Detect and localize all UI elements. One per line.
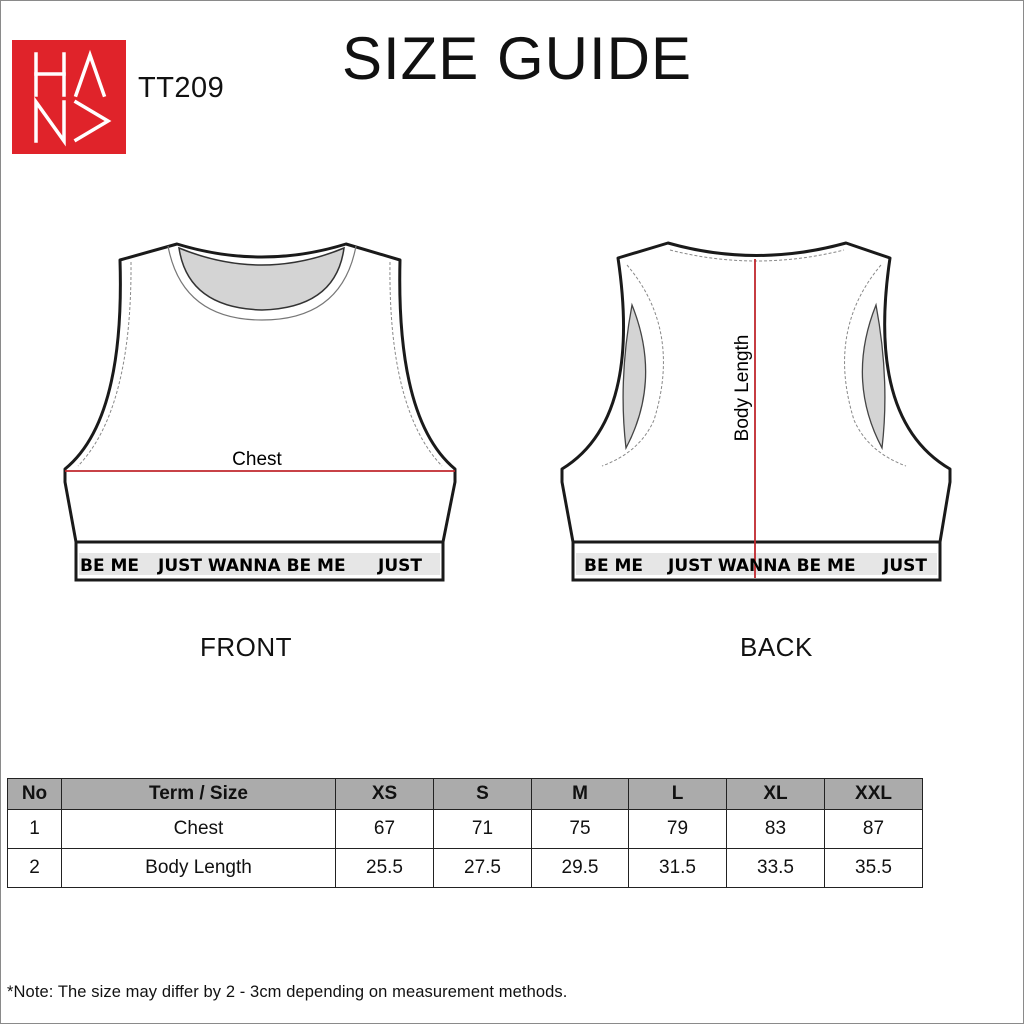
table-cell: 87 xyxy=(825,810,923,849)
table-cell: 75 xyxy=(532,810,629,849)
table-cell: 71 xyxy=(434,810,532,849)
header-cell: Term / Size xyxy=(62,779,336,810)
svg-text:BE ME: BE ME xyxy=(584,556,644,576)
header-cell: XS xyxy=(336,779,434,810)
svg-text:BE ME: BE ME xyxy=(80,556,140,576)
table-cell: 33.5 xyxy=(727,849,825,888)
measurement-note: *Note: The size may differ by 2 - 3cm depending on measurement methods. xyxy=(7,983,568,1001)
svg-text:JUST: JUST xyxy=(378,556,422,576)
svg-text:JUST: JUST xyxy=(883,556,927,576)
header-cell: S xyxy=(434,779,532,810)
table-cell: 1 xyxy=(8,810,62,849)
table-cell: 79 xyxy=(629,810,727,849)
header-cell: L xyxy=(629,779,727,810)
front-view-label: FRONT xyxy=(200,632,293,662)
svg-text:JUST WANNA BE ME: JUST WANNA BE ME xyxy=(158,556,346,576)
table-cell: 83 xyxy=(727,810,825,849)
svg-text:JUST WANNA BE ME: JUST WANNA BE ME xyxy=(668,556,856,576)
size-table xyxy=(7,778,923,888)
model-code: TT209 xyxy=(138,72,225,104)
table-cell: 27.5 xyxy=(434,849,532,888)
table-row xyxy=(8,849,923,888)
table-cell: 31.5 xyxy=(629,849,727,888)
header-cell: XXL xyxy=(825,779,923,810)
header-cell: XL xyxy=(727,779,825,810)
table-row xyxy=(8,810,923,849)
header-cell: No xyxy=(8,779,62,810)
body-length-label: Body Length xyxy=(732,334,753,442)
table-cell: 67 xyxy=(336,810,434,849)
table-header-row xyxy=(8,779,923,810)
table-cell: 35.5 xyxy=(825,849,923,888)
table-cell: Chest xyxy=(62,810,336,849)
table-cell: 2 xyxy=(8,849,62,888)
page-title: SIZE GUIDE xyxy=(341,25,693,92)
table-cell: 29.5 xyxy=(532,849,629,888)
table-cell: Body Length xyxy=(62,849,336,888)
front-garment xyxy=(65,244,455,580)
table-cell: 25.5 xyxy=(336,849,434,888)
header-cell: M xyxy=(532,779,629,810)
back-view-label: BACK xyxy=(740,632,813,662)
chest-label: Chest xyxy=(232,449,282,470)
back-garment xyxy=(562,243,950,580)
